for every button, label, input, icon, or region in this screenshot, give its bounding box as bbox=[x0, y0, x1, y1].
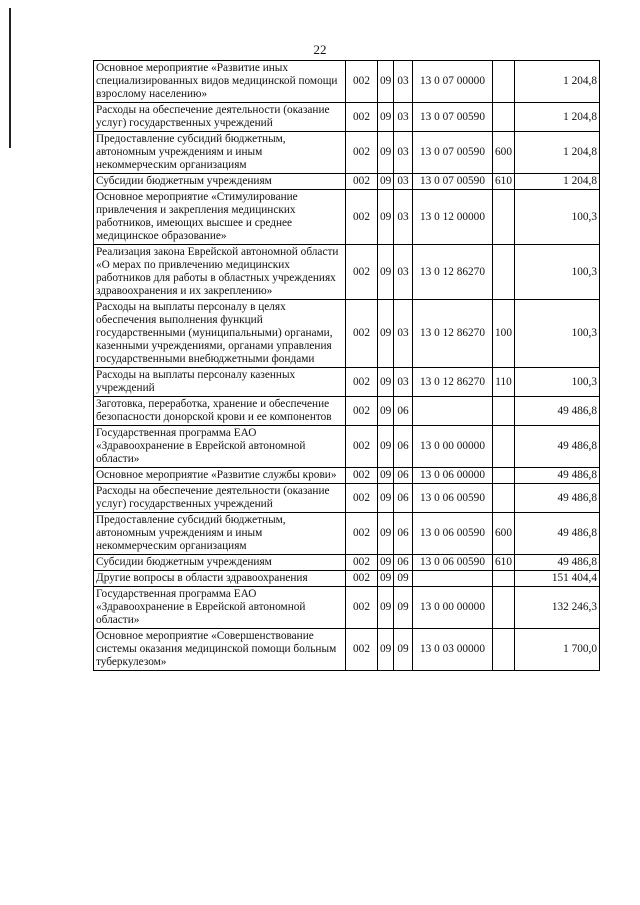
row-code: 002 bbox=[346, 468, 378, 484]
row-program: 13 0 06 00590 bbox=[413, 555, 493, 571]
row-name: Реализация закона Еврейской автономной области «О мерах по привлечению медицинских работников для работы в областных учреждениях здравоохранения и их закреплению» bbox=[94, 245, 346, 300]
table-row bbox=[94, 132, 600, 174]
row-type bbox=[493, 468, 515, 484]
row-name: Другие вопросы в области здравоохранения bbox=[94, 571, 346, 587]
row-name: Расходы на обеспечение деятельности (оказание услуг) государственных учреждений bbox=[94, 103, 346, 132]
row-section: 09 bbox=[378, 397, 394, 426]
budget-table bbox=[93, 60, 600, 671]
table-row bbox=[94, 426, 600, 468]
row-name: Расходы на выплаты персоналу в целях обеспечения выполнения функций государственными (муниципальными) органами, казенными учреждениями, органами управления государственными внебюджетными фондами bbox=[94, 300, 346, 368]
row-amount: 1 204,8 bbox=[515, 174, 600, 190]
row-program: 13 0 07 00590 bbox=[413, 132, 493, 174]
row-subsection: 06 bbox=[394, 468, 413, 484]
row-amount: 100,3 bbox=[515, 245, 600, 300]
row-type: 110 bbox=[493, 368, 515, 397]
row-name: Предоставление субсидий бюджетным, автономным учреждениям и иным некоммерческим организациям bbox=[94, 132, 346, 174]
row-amount: 100,3 bbox=[515, 190, 600, 245]
row-type bbox=[493, 190, 515, 245]
row-name: Основное мероприятие «Стимулирование привлечения и закрепления медицинских работников, имеющих высшее и среднее медицинское образование» bbox=[94, 190, 346, 245]
row-program: 13 0 12 00000 bbox=[413, 190, 493, 245]
table-row bbox=[94, 555, 600, 571]
row-amount: 151 404,4 bbox=[515, 571, 600, 587]
row-name: Расходы на обеспечение деятельности (оказание услуг) государственных учреждений bbox=[94, 484, 346, 513]
row-name: Субсидии бюджетным учреждениям bbox=[94, 174, 346, 190]
row-code: 002 bbox=[346, 245, 378, 300]
row-program: 13 0 07 00590 bbox=[413, 103, 493, 132]
row-program: 13 0 06 00590 bbox=[413, 484, 493, 513]
row-code: 002 bbox=[346, 300, 378, 368]
row-section: 09 bbox=[378, 513, 394, 555]
row-amount: 1 204,8 bbox=[515, 132, 600, 174]
row-amount: 132 246,3 bbox=[515, 587, 600, 629]
row-program: 13 0 07 00000 bbox=[413, 61, 493, 103]
row-amount: 1 204,8 bbox=[515, 61, 600, 103]
row-program: 13 0 00 00000 bbox=[413, 587, 493, 629]
scan-margin-line bbox=[9, 8, 11, 148]
row-subsection: 03 bbox=[394, 132, 413, 174]
table-row bbox=[94, 61, 600, 103]
row-section: 09 bbox=[378, 300, 394, 368]
row-subsection: 09 bbox=[394, 587, 413, 629]
row-name: Заготовка, переработка, хранение и обеспечение безопасности донорской крови и ее компонентов bbox=[94, 397, 346, 426]
row-code: 002 bbox=[346, 629, 378, 671]
row-type bbox=[493, 484, 515, 513]
row-subsection: 03 bbox=[394, 190, 413, 245]
table-row bbox=[94, 300, 600, 368]
row-type bbox=[493, 61, 515, 103]
table-row bbox=[94, 513, 600, 555]
table-row bbox=[94, 468, 600, 484]
row-section: 09 bbox=[378, 245, 394, 300]
row-section: 09 bbox=[378, 103, 394, 132]
row-name: Расходы на выплаты персоналу казенных учреждений bbox=[94, 368, 346, 397]
row-program: 13 0 00 00000 bbox=[413, 426, 493, 468]
row-code: 002 bbox=[346, 484, 378, 513]
row-name: Субсидии бюджетным учреждениям bbox=[94, 555, 346, 571]
row-program: 13 0 12 86270 bbox=[413, 368, 493, 397]
row-amount: 49 486,8 bbox=[515, 484, 600, 513]
row-amount: 49 486,8 bbox=[515, 426, 600, 468]
row-program: 13 0 03 00000 bbox=[413, 629, 493, 671]
row-section: 09 bbox=[378, 426, 394, 468]
row-name: Основное мероприятие «Развитие службы крови» bbox=[94, 468, 346, 484]
row-code: 002 bbox=[346, 174, 378, 190]
row-subsection: 03 bbox=[394, 61, 413, 103]
row-section: 09 bbox=[378, 190, 394, 245]
row-type bbox=[493, 587, 515, 629]
row-section: 09 bbox=[378, 368, 394, 397]
row-type: 610 bbox=[493, 174, 515, 190]
row-amount: 49 486,8 bbox=[515, 468, 600, 484]
row-code: 002 bbox=[346, 587, 378, 629]
table-row bbox=[94, 368, 600, 397]
row-program: 13 0 12 86270 bbox=[413, 245, 493, 300]
row-name: Государственная программа ЕАО «Здравоохранение в Еврейской автономной области» bbox=[94, 587, 346, 629]
row-subsection: 06 bbox=[394, 426, 413, 468]
table-row bbox=[94, 103, 600, 132]
row-section: 09 bbox=[378, 174, 394, 190]
table-row bbox=[94, 587, 600, 629]
row-amount: 1 700,0 bbox=[515, 629, 600, 671]
row-program: 13 0 12 86270 bbox=[413, 300, 493, 368]
row-program bbox=[413, 571, 493, 587]
row-type: 600 bbox=[493, 513, 515, 555]
table-row bbox=[94, 397, 600, 426]
row-code: 002 bbox=[346, 190, 378, 245]
row-section: 09 bbox=[378, 468, 394, 484]
row-type bbox=[493, 629, 515, 671]
row-program: 13 0 06 00000 bbox=[413, 468, 493, 484]
row-section: 09 bbox=[378, 484, 394, 513]
row-amount: 100,3 bbox=[515, 368, 600, 397]
table-row bbox=[94, 245, 600, 300]
row-subsection: 06 bbox=[394, 513, 413, 555]
row-section: 09 bbox=[378, 629, 394, 671]
row-code: 002 bbox=[346, 103, 378, 132]
row-amount: 1 204,8 bbox=[515, 103, 600, 132]
row-subsection: 06 bbox=[394, 484, 413, 513]
table-row bbox=[94, 629, 600, 671]
row-subsection: 03 bbox=[394, 103, 413, 132]
row-code: 002 bbox=[346, 555, 378, 571]
row-type bbox=[493, 245, 515, 300]
row-type: 600 bbox=[493, 132, 515, 174]
row-subsection: 03 bbox=[394, 368, 413, 397]
row-name: Предоставление субсидий бюджетным, автономным учреждениям и иным некоммерческим организациям bbox=[94, 513, 346, 555]
row-code: 002 bbox=[346, 397, 378, 426]
table-row bbox=[94, 571, 600, 587]
row-code: 002 bbox=[346, 132, 378, 174]
row-subsection: 06 bbox=[394, 397, 413, 426]
row-amount: 49 486,8 bbox=[515, 555, 600, 571]
row-name: Государственная программа ЕАО «Здравоохранение в Еврейской автономной области» bbox=[94, 426, 346, 468]
row-code: 002 bbox=[346, 61, 378, 103]
table-row bbox=[94, 190, 600, 245]
row-amount: 100,3 bbox=[515, 300, 600, 368]
row-type: 100 bbox=[493, 300, 515, 368]
budget-table-body bbox=[94, 61, 600, 671]
row-type bbox=[493, 426, 515, 468]
row-amount: 49 486,8 bbox=[515, 397, 600, 426]
table-row bbox=[94, 174, 600, 190]
row-name: Основное мероприятие «Совершенствование системы оказания медицинской помощи больным туберкулезом» bbox=[94, 629, 346, 671]
row-type bbox=[493, 397, 515, 426]
row-section: 09 bbox=[378, 132, 394, 174]
row-subsection: 03 bbox=[394, 300, 413, 368]
row-subsection: 03 bbox=[394, 245, 413, 300]
row-code: 002 bbox=[346, 571, 378, 587]
row-type bbox=[493, 103, 515, 132]
row-program bbox=[413, 397, 493, 426]
row-subsection: 09 bbox=[394, 571, 413, 587]
row-code: 002 bbox=[346, 368, 378, 397]
row-section: 09 bbox=[378, 61, 394, 103]
row-name: Основное мероприятие «Развитие иных специализированных видов медицинской помощи взрослому населению» bbox=[94, 61, 346, 103]
row-code: 002 bbox=[346, 426, 378, 468]
row-code: 002 bbox=[346, 513, 378, 555]
row-subsection: 06 bbox=[394, 555, 413, 571]
row-section: 09 bbox=[378, 571, 394, 587]
row-section: 09 bbox=[378, 587, 394, 629]
page-number: 22 bbox=[313, 42, 327, 57]
row-section: 09 bbox=[378, 555, 394, 571]
row-subsection: 09 bbox=[394, 629, 413, 671]
row-program: 13 0 06 00590 bbox=[413, 513, 493, 555]
table-row bbox=[94, 484, 600, 513]
row-type bbox=[493, 571, 515, 587]
row-program: 13 0 07 00590 bbox=[413, 174, 493, 190]
row-type: 610 bbox=[493, 555, 515, 571]
row-amount: 49 486,8 bbox=[515, 513, 600, 555]
row-subsection: 03 bbox=[394, 174, 413, 190]
